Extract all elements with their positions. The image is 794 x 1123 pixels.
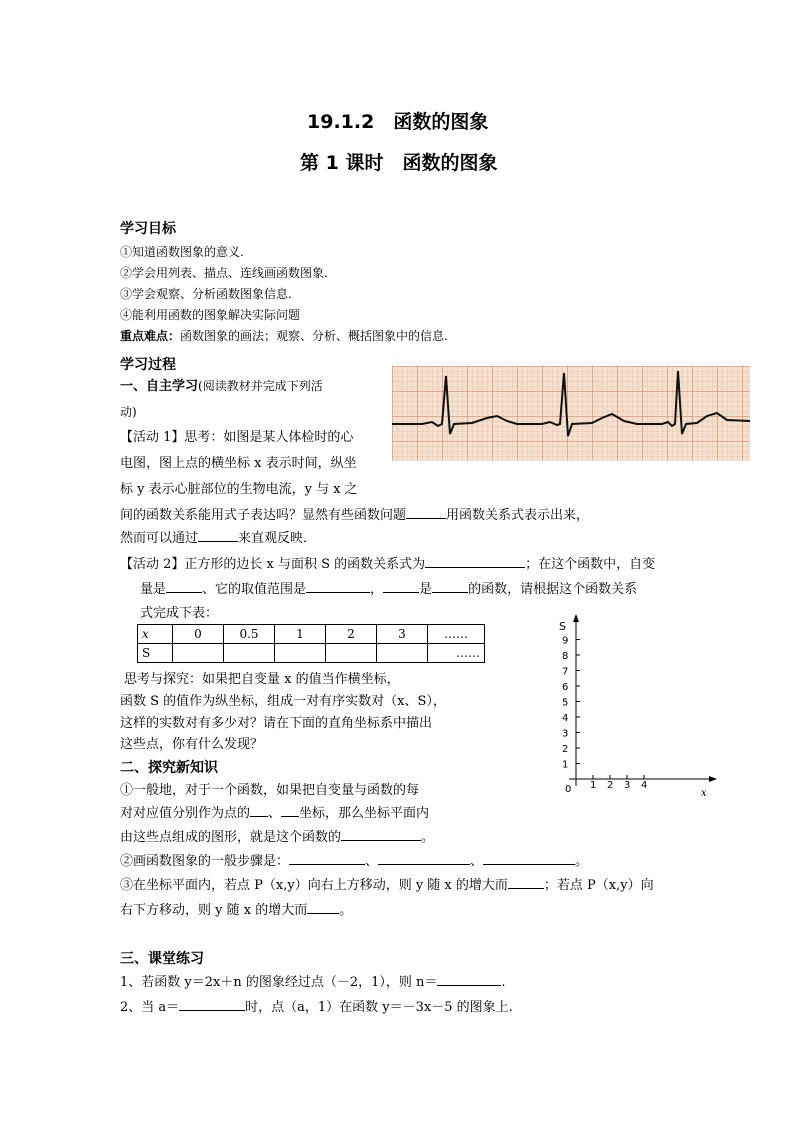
sec2-p3-line-2	[120, 900, 352, 921]
y-tick-label: 2	[562, 744, 569, 755]
answer-blank[interactable]	[383, 580, 419, 593]
sec2-p1-line-2	[120, 803, 429, 824]
x-axis-arrow	[709, 776, 717, 782]
answer-blank[interactable]	[281, 804, 299, 817]
think-line-4: 这些点，你有什么发现？	[120, 737, 264, 752]
x-axis-label: x	[701, 788, 707, 799]
y-tick-label: 9	[562, 635, 569, 647]
activity-2-line-2d: 是	[419, 582, 433, 597]
goal-item-3: ③学会观察、分析函数图象信息.	[120, 287, 292, 301]
answer-blank[interactable]	[307, 901, 339, 914]
table-row	[138, 625, 485, 644]
table-cell: 0	[173, 625, 224, 644]
sec2-p1-line-3b: 。	[421, 830, 435, 845]
sec2-p1-line-2a: 对对应值分别作为点的	[120, 806, 251, 821]
sec2-p2b: 、	[365, 854, 379, 869]
exercise-1a: 1、若函数 y＝2x＋n 的图象经过点（－2，1），则 n＝	[120, 975, 438, 990]
table-cell: ……	[428, 644, 485, 663]
exercise-1b: .	[501, 975, 506, 990]
x-tick-label: 1	[590, 780, 597, 791]
y-axis-arrow	[573, 614, 579, 622]
sec2-p1-line-3	[120, 827, 434, 848]
answer-blank[interactable]	[483, 852, 575, 865]
answer-blank[interactable]	[378, 852, 470, 865]
activity-2-line-1	[120, 554, 655, 575]
table-cell[interactable]	[275, 644, 326, 663]
answer-blank[interactable]	[179, 998, 245, 1011]
answer-blank[interactable]	[166, 580, 202, 593]
table-cell: x	[138, 625, 173, 644]
y-tick-label: 8	[562, 651, 569, 662]
table-cell[interactable]	[326, 644, 377, 663]
x-tick-label: 3	[624, 780, 631, 791]
section-1-heading: 一、自主学习	[120, 379, 199, 394]
table-cell: 3	[377, 625, 428, 644]
activity-1-line-2: 电图，图上点的横坐标 x 表示时间，纵坐	[120, 456, 357, 471]
key-points	[120, 327, 448, 345]
think-line-2: 函数 S 的值作为纵坐标，组成一对有序实数对（x、S），	[120, 694, 446, 709]
goal-item-1: ①知道函数图象的意义.	[120, 245, 244, 259]
sec2-p2a: ②画函数图象的一般步骤是：	[120, 854, 290, 869]
activity-2-line-1b: ；在这个函数中，自变	[525, 557, 656, 572]
y-tick-label: 3	[562, 728, 569, 740]
sec2-p1-line-2c: 坐标，那么坐标平面内	[299, 806, 430, 821]
sec2-p3-line-2a: 右下方移动，则 y 随 x 的增大而	[120, 903, 308, 918]
exercise-2	[120, 997, 513, 1018]
answer-blank[interactable]	[341, 828, 421, 841]
sec2-p1-line-2b: 、	[268, 806, 282, 821]
x-tick-label: 4	[641, 780, 648, 791]
activity-1-line-4	[120, 505, 589, 526]
activity-1-line-4a: 间的函数关系能用式子表达吗？显然有些函数问题	[120, 508, 407, 523]
process-heading: 学习过程	[120, 357, 176, 373]
activity-1-line-1: 【活动 1】思考：如图是某人体检时的心	[120, 430, 354, 445]
coordinate-axes	[555, 612, 725, 802]
sec2-p1-line-3a: 由这些点组成的图形，就是这个函数的	[120, 830, 342, 845]
activity-2-line-2b: 、它的取值范围是	[202, 582, 307, 597]
ecg-image	[392, 366, 750, 461]
table-cell[interactable]	[173, 644, 224, 663]
page-subtitle: 第 1 课时 函数的图象	[300, 152, 498, 174]
think-line-3: 这样的实数对有多少对？请在下面的直角坐标系中描出	[120, 716, 433, 731]
y-tick-label: 1	[562, 759, 569, 771]
section-1-note: (阅读教材并完成下列活	[198, 379, 323, 393]
table-cell: ……	[428, 625, 485, 644]
sec2-p1-line-1: ①一般地，对于一个函数，如果把自变量与函数的每	[120, 783, 420, 798]
x-tick-label: 2	[607, 780, 614, 791]
sec2-p2c: 、	[470, 854, 484, 869]
answer-blank[interactable]	[306, 580, 370, 593]
exercise-2a: 2、当 a＝	[120, 1000, 180, 1015]
key-text: 函数图象的画法；观察、分析、概括图象中的信息.	[180, 329, 448, 343]
table-cell: S	[138, 644, 173, 663]
table-cell: 2	[326, 625, 377, 644]
goal-item-4: ④能利用函数的图象解决实际问题	[120, 308, 301, 322]
table-cell: 1	[275, 625, 326, 644]
sec2-p2d: 。	[575, 854, 589, 869]
answer-blank[interactable]	[508, 876, 544, 889]
answer-blank[interactable]	[437, 973, 501, 986]
activity-2-line-2e: 的函数，请根据这个函数关系	[468, 582, 638, 597]
activity-2-line-1a: 【活动 2】正方形的边长 x 与面积 S 的函数关系式为	[120, 557, 426, 572]
answer-blank[interactable]	[406, 506, 446, 519]
sec2-p3-line-1b: ；若点 P（x,y）向	[543, 878, 654, 893]
y-tick-label: 5	[562, 697, 569, 709]
think-line-1: 思考与探究：如果把自变量 x 的值当作横坐标，	[124, 672, 400, 687]
answer-blank[interactable]	[289, 852, 365, 865]
table-cell[interactable]	[377, 644, 428, 663]
sec2-p2	[120, 851, 588, 872]
activity-2-line-3: 式完成下表：	[140, 606, 219, 621]
value-table	[137, 624, 485, 663]
sec2-p3-line-1a: ③在坐标平面内，若点 P（x,y）向右上方移动，则 y 随 x 的增大而	[120, 878, 508, 893]
sec2-p3-line-2b: 。	[339, 903, 353, 918]
answer-blank[interactable]	[198, 529, 238, 542]
activity-2-line-2a: 量是	[140, 582, 167, 597]
activity-2-line-2	[140, 579, 637, 600]
activity-2-line-2c: ，	[370, 582, 384, 597]
key-label: 重点难点：	[120, 329, 181, 343]
exercise-1	[120, 972, 506, 993]
table-cell: 0.5	[224, 625, 275, 644]
section-1-note-cont: 动)	[120, 405, 137, 419]
answer-blank[interactable]	[250, 804, 268, 817]
y-tick-label: 6	[562, 682, 569, 693]
activity-1-line-5a: 然而可以通过	[120, 531, 199, 546]
activity-1-line-5	[120, 528, 316, 549]
page-title: 19.1.2 函数的图象	[307, 111, 489, 133]
y-tick-label: 7	[562, 666, 569, 678]
section-3-title: 三、课堂练习	[120, 951, 204, 967]
table-row	[138, 644, 485, 663]
section-2-title: 二、探究新知识	[120, 760, 218, 776]
answer-blank[interactable]	[425, 555, 525, 568]
exercise-2b: 时，点（a，1）在函数 y＝－3x－5 的图象上.	[245, 1000, 513, 1015]
origin-label: 0	[565, 784, 572, 795]
goals-heading: 学习目标	[120, 221, 176, 237]
activity-1-line-3: 标 y 表示心脏部位的生物电流，y 与 x 之	[120, 482, 358, 497]
activity-1-line-4b: 用函数关系式表示出来，	[446, 508, 590, 523]
sec2-p3-line-1	[120, 875, 654, 896]
y-axis-label: S	[559, 620, 566, 633]
activity-1-line-5b: 来直观反映．	[238, 531, 317, 546]
goal-item-2: ②学会用列表、描点、连线画函数图象.	[120, 266, 328, 280]
answer-blank[interactable]	[432, 580, 468, 593]
section-1-title	[120, 376, 323, 397]
table-cell[interactable]	[224, 644, 275, 663]
y-tick-label: 4	[562, 713, 569, 724]
